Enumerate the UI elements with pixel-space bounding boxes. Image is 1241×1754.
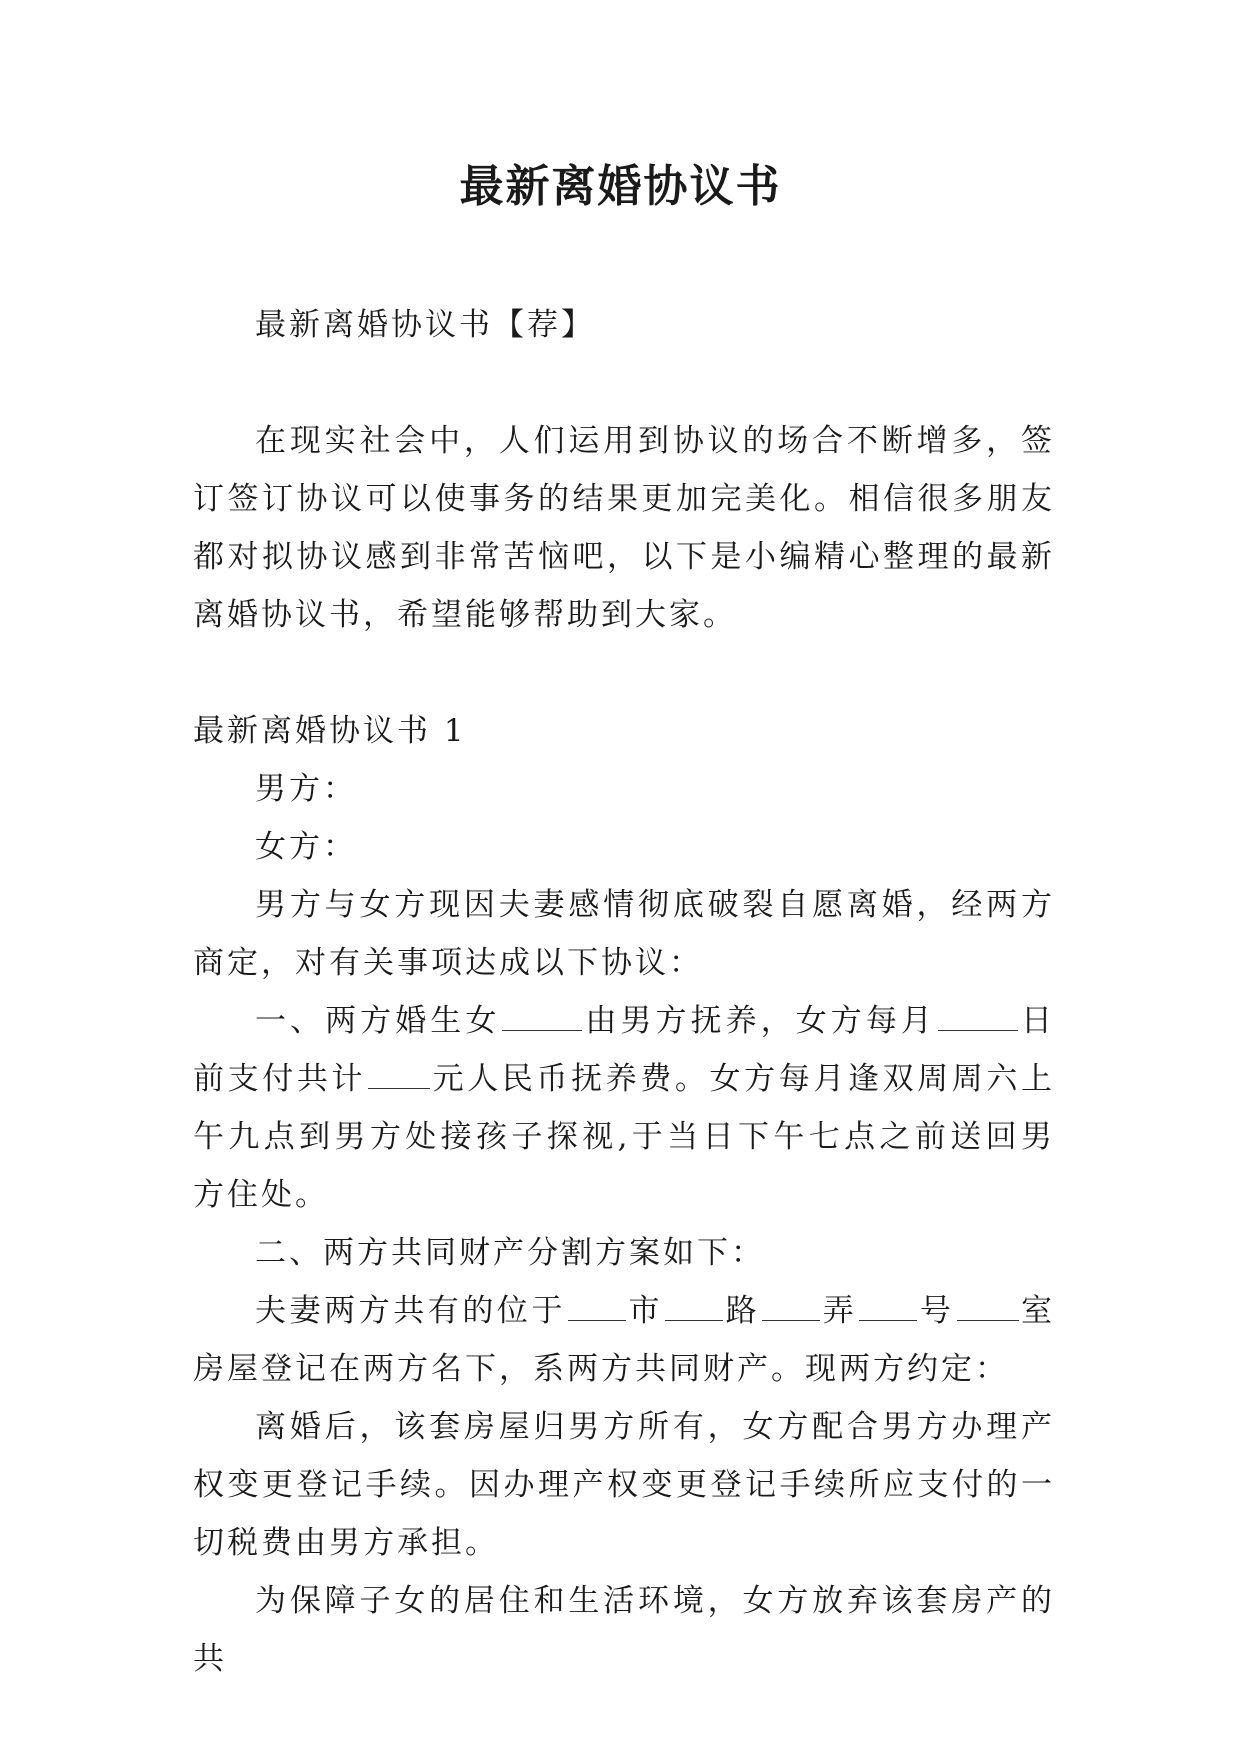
document-body bbox=[193, 296, 1055, 1688]
blank-field bbox=[368, 1058, 430, 1089]
last-paragraph: 为保障子女的居住和生活环境，女方放弃该套房产的共 bbox=[193, 1583, 1055, 1677]
blank-field bbox=[938, 1000, 1018, 1031]
male-party-label: 男方： bbox=[255, 771, 357, 807]
blank-field bbox=[665, 1290, 723, 1321]
blank-field bbox=[859, 1290, 917, 1321]
section-heading: 最新离婚协议书 1 bbox=[193, 713, 467, 749]
blank-field bbox=[502, 1000, 582, 1031]
agreement-paragraph: 男方与女方现因夫妻感情彻底破裂自愿离婚，经两方商定，对有关事项达成以下协议： bbox=[193, 887, 1055, 981]
house-paragraph: 离婚后，该套房屋归男方所有，女方配合男方办理产权变更登记手续。因办理产权变更登记手续所应支付的一切税费由男方承担。 bbox=[193, 1409, 1055, 1561]
blank-field bbox=[568, 1290, 626, 1321]
subtitle: 最新离婚协议书【荐】 bbox=[255, 307, 595, 343]
female-party-label: 女方： bbox=[255, 829, 357, 865]
intro-paragraph: 在现实社会中，人们运用到协议的场合不断增多，签订签订协议可以使事务的结果更加完美化。相信很多朋友都对拟协议感到非常苦恼吧，以下是小编精心整理的最新离婚协议书，希望能够帮助到大家。 bbox=[193, 423, 1055, 633]
document-title: 最新离婚协议书 bbox=[459, 161, 782, 212]
clause-custody: 一、两方婚生女 由男方抚养，女方每月 日前支付共计 元人民币抚养费。女方每月逢双周周六上午九点到男方处接孩子探视,于当日下午七点之前送回男方住处。 bbox=[193, 992, 1055, 1224]
blank-field bbox=[762, 1290, 820, 1321]
blank-field bbox=[957, 1290, 1019, 1321]
property-paragraph: 夫妻两方共有的位于 市 路 弄 号 室房屋登记在两方名下，系两方共同财产。现两方约定： bbox=[193, 1282, 1055, 1398]
clause-property-heading: 二、两方共同财产分割方案如下： bbox=[255, 1235, 765, 1271]
